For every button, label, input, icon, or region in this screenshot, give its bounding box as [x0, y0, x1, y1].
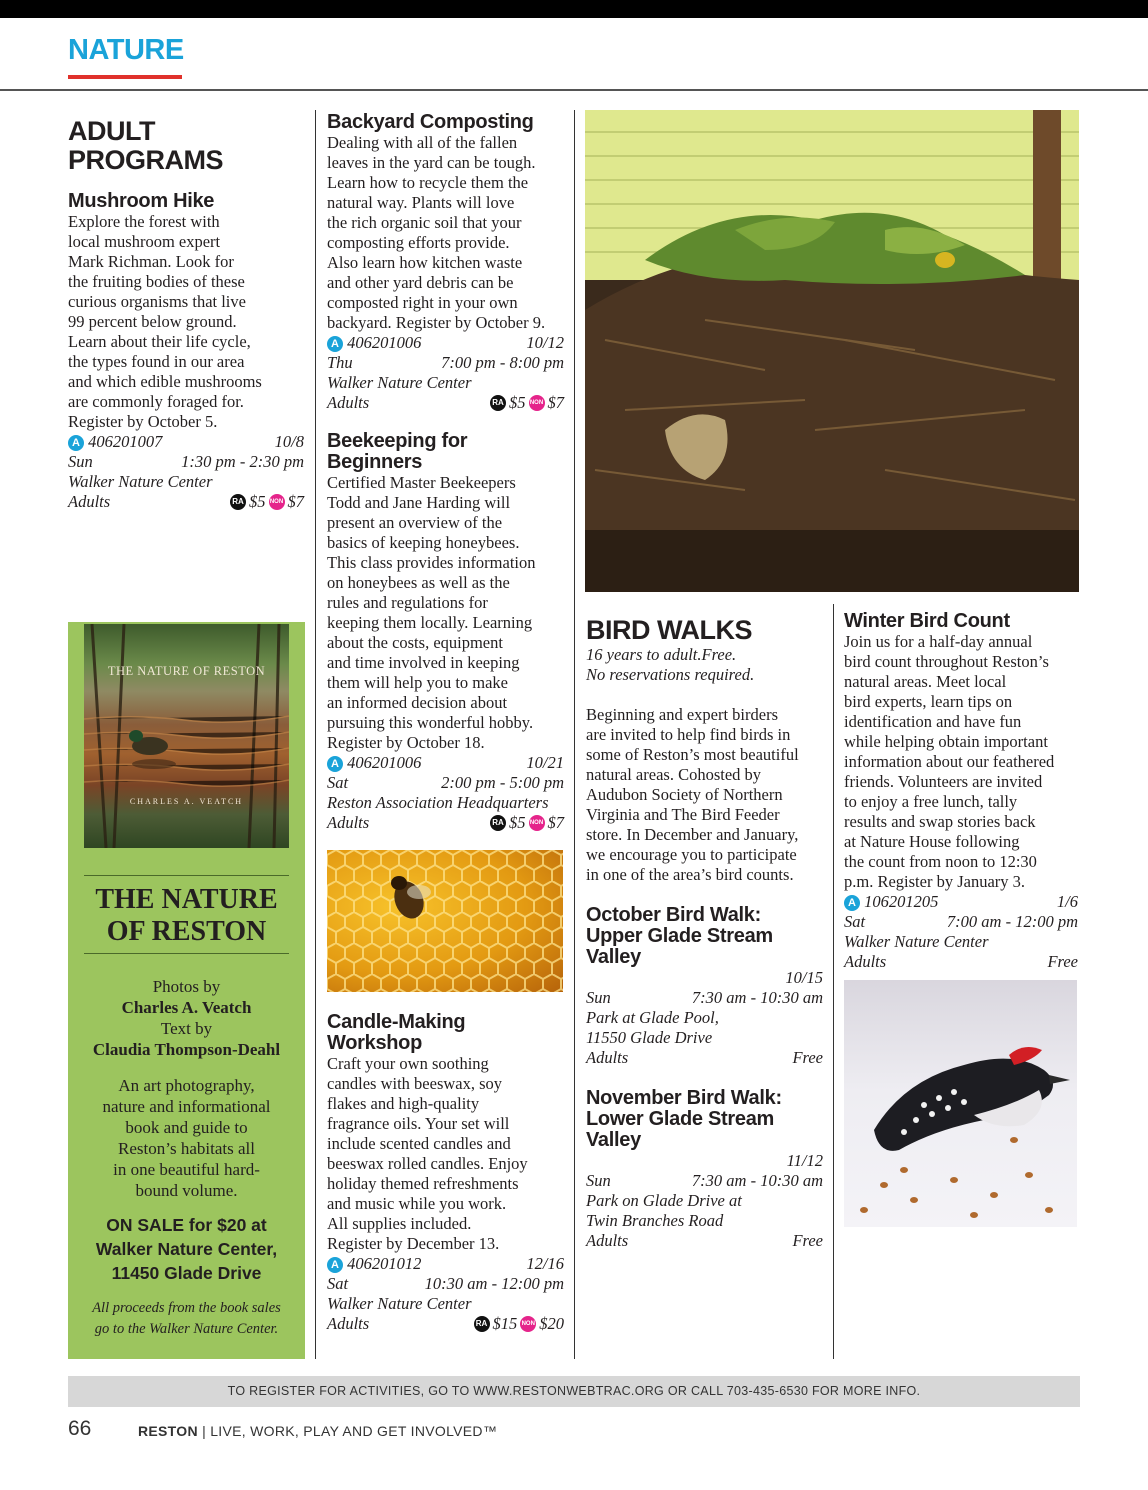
honeycomb-photo	[327, 850, 563, 992]
page-number: 66	[68, 1417, 92, 1440]
non-fee: $7	[547, 393, 564, 412]
text-line: leaves in the yard can be tough.	[327, 153, 536, 172]
backyard-composting-description	[327, 133, 564, 333]
backyard-composting-title: Backyard Composting	[327, 111, 534, 133]
candle-making-description	[327, 1054, 564, 1254]
text-line: Register by October 18.	[327, 733, 485, 752]
column-two	[327, 112, 564, 833]
course-time: 7:00 am - 12:00 pm	[946, 912, 1078, 931]
section-underline	[68, 75, 182, 79]
course-date: 10/12	[526, 333, 564, 352]
course-time: 1:30 pm - 2:30 pm	[181, 452, 304, 471]
mushroom-hike-code-row	[68, 432, 304, 452]
text-line: to enjoy a free lunch, tally	[844, 792, 1018, 811]
course-location: Walker Nature Center	[844, 932, 989, 951]
winter-bird-count	[844, 611, 1078, 972]
walk-time: 7:30 am - 10:30 am	[691, 1171, 823, 1190]
text-line: pursuing this wonderful hobby.	[327, 713, 534, 732]
column-divider	[574, 110, 575, 1359]
bird-walks-description	[586, 705, 823, 885]
course-day: Sun	[68, 452, 93, 471]
course-code: 106201205	[864, 892, 939, 911]
walk-location: Twin Branches Road	[586, 1211, 724, 1230]
candle-making-title-line1: Candle-Making	[327, 1011, 466, 1033]
course-time: 2:00 pm - 5:00 pm	[441, 773, 564, 792]
text-line: composting efforts provide.	[327, 233, 510, 252]
text-line: the count from noon to 12:30	[844, 852, 1037, 871]
ra-badge-icon: RA	[490, 815, 506, 831]
text-line: friends. Volunteers are invited	[844, 772, 1043, 791]
text-line: are commonly foraged for.	[68, 392, 244, 411]
text-line: November Bird Walk:	[586, 1087, 782, 1109]
course-date: 10/8	[274, 432, 304, 451]
beekeeping-time-row	[327, 773, 564, 793]
candle-making	[327, 1012, 564, 1334]
winter-bird-count-title: Winter Bird Count	[844, 610, 1010, 632]
section-title: NATURE	[68, 34, 184, 66]
text-line: An art photography,	[118, 1076, 255, 1095]
text-line: 99 percent below ground.	[68, 312, 237, 331]
text-line: October Bird Walk:	[586, 904, 761, 926]
ra-badge-icon: RA	[474, 1316, 490, 1332]
course-code: 406201007	[88, 432, 163, 451]
course-day: Thu	[327, 353, 353, 372]
course-location: Walker Nature Center	[327, 1294, 472, 1313]
walk-fee: Free	[792, 1231, 823, 1250]
course-age: Adults	[844, 952, 887, 971]
text-line: Valley	[586, 946, 641, 968]
course-day: Sat	[844, 912, 866, 931]
text-line: composted right in your own	[327, 293, 518, 312]
text-line: holiday themed refreshments	[327, 1174, 519, 1193]
text-line: 11450 Glade Drive	[111, 1263, 262, 1283]
bird-walks	[586, 616, 823, 1251]
text-line: Register by December 13.	[327, 1234, 500, 1253]
november-fee-row	[586, 1231, 823, 1251]
beekeeping-title-line2: Beginners	[327, 451, 423, 473]
text-line: bird experts, learn tips on	[844, 692, 1013, 711]
adult-programs	[68, 117, 304, 512]
text-line: them will help you to make	[327, 673, 509, 692]
text-line: on honeybees as well as the	[327, 573, 510, 592]
text-line: are invited to help find birds in	[586, 725, 791, 744]
text-line: Learn about their life cycle,	[68, 332, 251, 351]
text-line: curious organisms that live	[68, 292, 246, 311]
text-line: and time involved in keeping	[327, 653, 520, 672]
course-code: 406201006	[347, 753, 422, 772]
course-date: 10/21	[526, 753, 564, 772]
text-line: Reston’s habitats all	[118, 1139, 255, 1158]
october-date-row	[586, 968, 823, 988]
course-day: Sat	[327, 773, 349, 792]
candle-fee-row	[327, 1314, 564, 1334]
walk-location: 11550 Glade Drive	[586, 1028, 713, 1047]
text-line: the types found in our area	[68, 352, 245, 371]
composting-fee-row	[327, 393, 564, 413]
text-line: Virginia and The Bird Feeder	[586, 805, 780, 824]
writer-name: Claudia Thompson-Deahl	[92, 1040, 281, 1059]
text-line: rules and regulations for	[327, 593, 488, 612]
text-by-label: Text by	[160, 1019, 213, 1038]
text-line: and music while you work.	[327, 1194, 507, 1213]
ra-fee: $5	[509, 393, 526, 412]
text-line: backyard. Register by October 9.	[327, 313, 546, 332]
text-line: Learn how to recycle them the	[327, 173, 529, 192]
walk-fee: Free	[792, 1048, 823, 1067]
walk-date: 10/15	[785, 968, 823, 987]
text-line: in one of the area’s bird counts.	[586, 865, 794, 884]
header-rule	[0, 89, 1148, 91]
top-bar	[0, 0, 1148, 18]
adult-badge-icon: A	[327, 756, 343, 772]
footer-slogan: | LIVE, WORK, PLAY AND GET INVOLVED™	[202, 1423, 498, 1439]
footer-tagline	[138, 1423, 497, 1439]
candle-making-title-line2: Workshop	[327, 1032, 423, 1054]
walk-location: Park at Glade Pool,	[586, 1008, 719, 1027]
ra-badge-icon: RA	[230, 494, 246, 510]
adult-badge-icon: A	[327, 336, 343, 352]
course-age: Adults	[327, 1314, 370, 1333]
bird-walks-reservation-note: No reservations required.	[586, 665, 755, 684]
text-line: Valley	[586, 1129, 641, 1151]
course-location: Reston Association Headquarters	[327, 793, 549, 812]
text-line: store. In December and January,	[586, 825, 799, 844]
candle-time-row	[327, 1274, 564, 1294]
text-line: results and swap stories back	[844, 812, 1036, 831]
text-line: and which edible mushrooms	[68, 372, 262, 391]
text-line: basics of keeping honeybees.	[327, 533, 520, 552]
walk-age: Adults	[586, 1048, 629, 1067]
book-cover-image	[84, 624, 289, 848]
text-line: information about our feathered	[844, 752, 1055, 771]
walk-date: 11/12	[786, 1151, 823, 1170]
composting-code-row	[327, 333, 564, 353]
text-line: Audubon Society of Northern	[586, 785, 783, 804]
candle-code-row	[327, 1254, 564, 1274]
text-line: fragrance oils. Your set will	[327, 1114, 510, 1133]
ad-rule	[84, 953, 289, 954]
text-line: about the costs, equipment	[327, 633, 503, 652]
text-line: Craft your own soothing	[327, 1054, 489, 1073]
text-line: present an overview of the	[327, 513, 503, 532]
ra-fee: $5	[249, 492, 266, 511]
woodpecker-photo	[844, 980, 1077, 1227]
adult-programs-heading: ADULT PROGRAMS	[68, 116, 224, 175]
october-fee-row	[586, 1048, 823, 1068]
text-line: bound volume.	[135, 1181, 238, 1200]
walk-age: Adults	[586, 1231, 629, 1250]
text-line: Join us for a half-day annual	[844, 632, 1033, 651]
non-badge-icon: NON	[529, 395, 545, 411]
text-line: identification and have fun	[844, 712, 1022, 731]
composting-time-row	[327, 353, 564, 373]
compost-pile-photo	[585, 110, 1079, 592]
walk-location: Park on Glade Drive at	[586, 1191, 742, 1210]
course-time: 10:30 am - 12:00 pm	[424, 1274, 564, 1293]
adult-badge-icon: A	[844, 895, 860, 911]
non-fee: $7	[547, 813, 564, 832]
winter-code-row	[844, 892, 1078, 912]
walk-day: Sun	[586, 988, 611, 1007]
text-line: go to the Walker Nature Center.	[94, 1321, 279, 1337]
footer-brand: RESTON	[138, 1423, 198, 1439]
text-line: candles with beeswax, soy	[327, 1074, 503, 1093]
text-line: beeswax rolled candles. Enjoy	[327, 1154, 528, 1173]
course-fee: Free	[1047, 952, 1078, 971]
bird-walks-heading: BIRD WALKS	[586, 615, 752, 645]
course-location: Walker Nature Center	[68, 472, 213, 491]
course-age: Adults	[327, 813, 370, 832]
beekeeping-title-line1: Beekeeping for	[327, 430, 468, 452]
text-line: at Nature House following	[844, 832, 1020, 851]
course-location: Walker Nature Center	[327, 373, 472, 392]
beekeeping-fee-row	[327, 813, 564, 833]
bird-walks-age-note: 16 years to adult.Free.	[586, 645, 737, 664]
course-age: Adults	[68, 492, 111, 511]
beekeeping-description	[327, 473, 564, 753]
text-line: Todd and Jane Harding will	[327, 493, 511, 512]
text-line: the rich organic soil that your	[327, 213, 522, 232]
text-line: Dealing with all of the fallen	[327, 133, 518, 152]
text-line: Mark Richman. Look for	[68, 252, 234, 271]
non-fee: $7	[287, 492, 304, 511]
non-badge-icon: NON	[269, 494, 285, 510]
photographer-name: Charles A. Veatch	[121, 998, 252, 1017]
text-line: an informed decision about	[327, 693, 508, 712]
text-line: keeping them locally. Learning	[327, 613, 533, 632]
book-cover-author: CHARLES A. VEATCH	[129, 797, 244, 806]
november-date-row	[586, 1151, 823, 1171]
text-line: and other yard debris can be	[327, 273, 514, 292]
text-line: ON SALE for $20 at	[106, 1215, 267, 1235]
text-line: Explore the forest with	[68, 212, 220, 231]
ad-rule	[84, 875, 289, 876]
ra-badge-icon: RA	[490, 395, 506, 411]
book-ad	[68, 622, 305, 1359]
text-line: natural areas. Meet local	[844, 672, 1007, 691]
text-line: p.m. Register by January 3.	[844, 872, 1026, 891]
book-description	[68, 1075, 305, 1201]
ra-fee: $5	[509, 813, 526, 832]
text-line: flakes and high-quality	[327, 1094, 480, 1113]
walk-time: 7:30 am - 10:30 am	[691, 988, 823, 1007]
registration-banner: TO REGISTER FOR ACTIVITIES, GO TO WWW.RESTONWEBTRAC.ORG OR CALL 703-435-6530 FOR MORE INFO.	[68, 1376, 1080, 1407]
text-line: All supplies included.	[327, 1214, 472, 1233]
winter-time-row	[844, 912, 1078, 932]
text-line: natural way. Plants will love	[327, 193, 515, 212]
photos-by-label: Photos by	[152, 977, 221, 996]
text-line: local mushroom expert	[68, 232, 221, 251]
mushroom-hike-fee-row	[68, 492, 304, 512]
text-line: Beginning and expert birders	[586, 705, 778, 724]
book-title-line2: OF RESTON	[106, 916, 267, 947]
text-line: All proceeds from the book sales	[92, 1300, 281, 1316]
book-proceeds-note	[68, 1298, 305, 1340]
winter-fee-row	[844, 952, 1078, 972]
winter-bird-count-description	[844, 632, 1078, 892]
text-line: This class provides information	[327, 553, 536, 572]
mushroom-hike-time-row	[68, 452, 304, 472]
adult-badge-icon: A	[327, 1257, 343, 1273]
course-day: Sat	[327, 1274, 349, 1293]
text-line: Walker Nature Center,	[95, 1239, 278, 1259]
text-line: in one beautiful hard-	[113, 1160, 260, 1179]
column-divider	[315, 110, 316, 1359]
text-line: Certified Master Beekeepers	[327, 473, 516, 492]
course-code: 406201012	[347, 1254, 422, 1273]
adult-badge-icon: A	[68, 435, 84, 451]
text-line: Register by October 5.	[68, 412, 218, 431]
book-sale-info	[68, 1213, 305, 1285]
november-time-row	[586, 1171, 823, 1191]
text-line: Lower Glade Stream	[586, 1108, 774, 1130]
text-line: Also learn how kitchen waste	[327, 253, 523, 272]
book-cover-title: THE NATURE OF RESTON	[107, 664, 266, 678]
beekeeping-code-row	[327, 753, 564, 773]
mushroom-hike-description	[68, 212, 304, 432]
non-badge-icon: NON	[529, 815, 545, 831]
october-bird-walk-title	[586, 905, 823, 968]
course-date: 12/16	[526, 1254, 564, 1273]
mushroom-hike-title: Mushroom Hike	[68, 190, 215, 212]
book-title-line1: THE NATURE	[95, 884, 278, 915]
course-date: 1/6	[1056, 892, 1078, 911]
november-bird-walk-title	[586, 1088, 823, 1151]
column-divider	[833, 604, 834, 1359]
course-age: Adults	[327, 393, 370, 412]
text-line: the fruiting bodies of these	[68, 272, 245, 291]
text-line: natural areas. Cohosted by	[586, 765, 762, 784]
text-line: we encourage you to participate	[586, 845, 797, 864]
text-line: some of Reston’s most beautiful	[586, 745, 799, 764]
course-code: 406201006	[347, 333, 422, 352]
text-line: Upper Glade Stream	[586, 925, 773, 947]
text-line: book and guide to	[125, 1118, 248, 1137]
course-time: 7:00 pm - 8:00 pm	[441, 353, 564, 372]
october-time-row	[586, 988, 823, 1008]
non-badge-icon: NON	[520, 1316, 536, 1332]
walk-day: Sun	[586, 1171, 611, 1190]
text-line: bird count throughout Reston’s	[844, 652, 1049, 671]
ra-fee: $15	[492, 1314, 518, 1333]
text-line: nature and informational	[102, 1097, 271, 1116]
non-fee: $20	[539, 1314, 564, 1333]
text-line: while helping obtain important	[844, 732, 1048, 751]
text-line: include scented candles and	[327, 1134, 511, 1153]
